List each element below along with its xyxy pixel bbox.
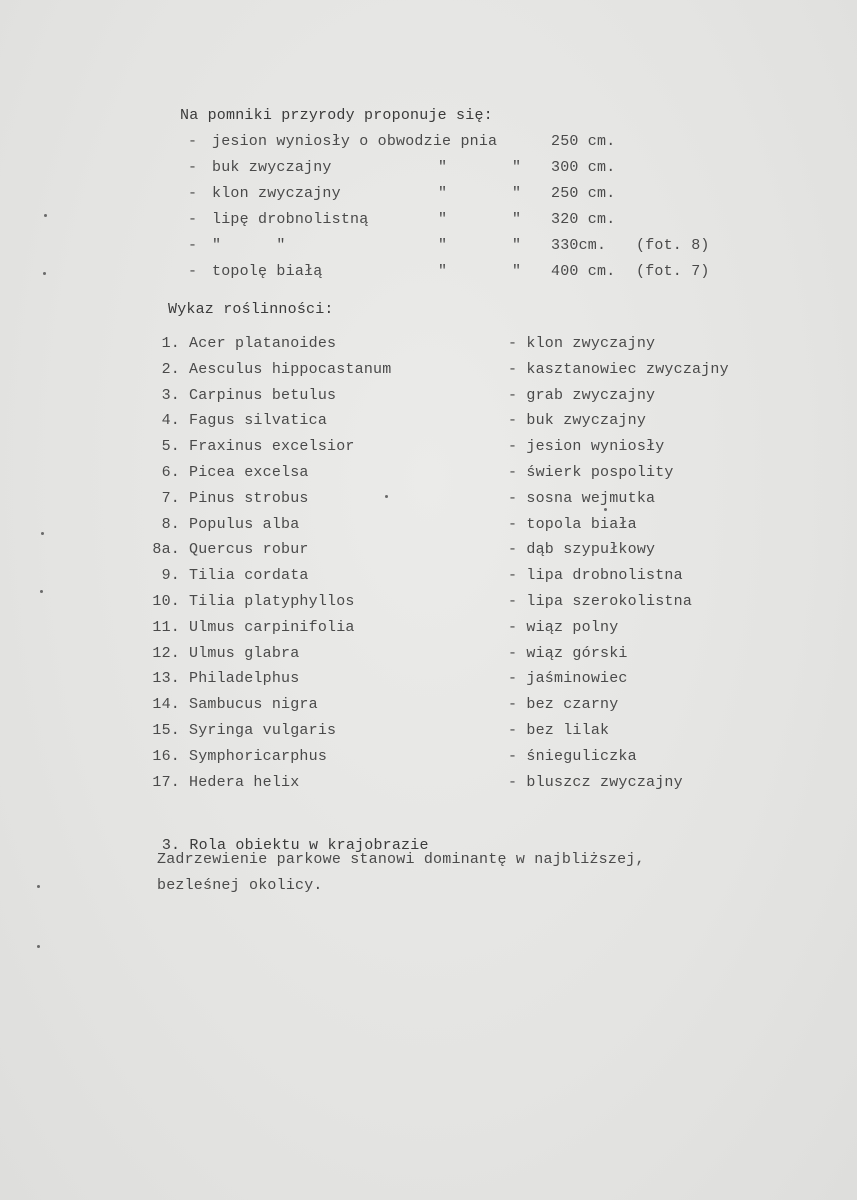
scan-speck xyxy=(37,945,40,948)
specimen-name: buk zwyczajny xyxy=(212,159,332,176)
specimen-dash: - xyxy=(188,185,198,202)
plant-latin-name: Philadelphus xyxy=(189,670,300,687)
plant-latin-name: Symphoricarphus xyxy=(189,748,328,765)
plant-number: 14. xyxy=(152,696,180,713)
plant-latin-name: Populus alba xyxy=(189,516,300,533)
specimen-girth: 400 cm. xyxy=(551,263,616,280)
plant-polish-name: - bluszcz zwyczajny xyxy=(508,774,683,791)
plant-latin-name: Syringa vulgaris xyxy=(189,722,337,739)
specimen-row xyxy=(0,262,857,282)
scan-speck xyxy=(385,495,388,498)
plant-row xyxy=(0,360,857,380)
specimen-dash: - xyxy=(188,159,198,176)
specimen-row xyxy=(0,236,857,256)
specimen-ditto-1: " xyxy=(438,159,448,176)
plant-row xyxy=(0,515,857,535)
plant-row xyxy=(0,489,857,509)
specimen-row xyxy=(0,210,857,230)
specimen-girth: 300 cm. xyxy=(551,159,616,176)
specimen-row xyxy=(0,132,857,152)
scan-speck xyxy=(41,532,44,535)
scan-speck xyxy=(40,590,43,593)
plant-latin-name: Pinus strobus xyxy=(189,490,309,507)
vegetation-heading: Wykaz roślinności: xyxy=(168,301,334,318)
plant-polish-name: - lipa drobnolistna xyxy=(508,567,683,584)
specimen-ditto-2: " xyxy=(512,211,522,228)
plant-number: 2. xyxy=(161,361,180,378)
specimen-name: klon zwyczajny xyxy=(212,185,341,202)
scan-speck xyxy=(604,508,607,511)
plant-row xyxy=(0,334,857,354)
plant-number: 17. xyxy=(152,774,180,791)
plant-number: 8. xyxy=(161,516,180,533)
plant-number: 13. xyxy=(152,670,180,687)
plant-polish-name: - dąb szypułkowy xyxy=(508,541,656,558)
plant-polish-name: - klon zwyczajny xyxy=(508,335,656,352)
plant-polish-name: - świerk pospolity xyxy=(508,464,674,481)
plant-latin-name: Ulmus carpinifolia xyxy=(189,619,355,636)
plant-row xyxy=(0,411,857,431)
plant-row xyxy=(0,540,857,560)
plant-polish-name: - grab zwyczajny xyxy=(508,387,656,404)
plant-latin-name: Tilia cordata xyxy=(189,567,309,584)
specimen-ditto-1: " xyxy=(438,263,448,280)
plant-latin-name: Picea excelsa xyxy=(189,464,309,481)
plant-latin-name: Aesculus hippocastanum xyxy=(189,361,392,378)
plant-row xyxy=(0,747,857,767)
plant-latin-name: Fagus silvatica xyxy=(189,412,328,429)
scan-speck xyxy=(44,214,47,217)
plant-polish-name: - lipa szerokolistna xyxy=(508,593,693,610)
plant-number: 3. xyxy=(161,387,180,404)
specimen-ditto-2: " xyxy=(512,237,522,254)
plant-number: 5. xyxy=(161,438,180,455)
plant-row xyxy=(0,669,857,689)
plant-latin-name: Quercus robur xyxy=(189,541,309,558)
specimen-ditto-2: " xyxy=(512,159,522,176)
section-3-paragraph-line-2: bezleśnej okolicy. xyxy=(157,877,323,894)
section-3-paragraph-line-1: Zadrzewienie parkowe stanowi dominantę w najbliższej, xyxy=(157,851,645,868)
plant-latin-name: Sambucus nigra xyxy=(189,696,318,713)
specimen-name: lipę drobnolistną xyxy=(212,211,369,228)
specimen-photo-note: (fot. 7) xyxy=(636,263,710,280)
specimen-ditto-1: " xyxy=(438,237,448,254)
specimen-dash: - xyxy=(188,263,198,280)
plant-row xyxy=(0,695,857,715)
specimen-girth: 320 cm. xyxy=(551,211,616,228)
plant-row xyxy=(0,592,857,612)
specimen-ditto-2: " xyxy=(512,185,522,202)
section-3-heading xyxy=(125,816,429,854)
plant-polish-name: - sosna wejmutka xyxy=(508,490,656,507)
plant-polish-name: - kasztanowiec zwyczajny xyxy=(508,361,729,378)
plant-polish-name: - jaśminowiec xyxy=(508,670,628,687)
plant-row xyxy=(0,644,857,664)
specimen-dash: - xyxy=(188,133,198,150)
plant-number: 16. xyxy=(152,748,180,765)
scan-speck xyxy=(37,885,40,888)
plant-number: 15. xyxy=(152,722,180,739)
specimen-dash: - xyxy=(188,237,198,254)
plant-number: 10. xyxy=(152,593,180,610)
specimen-name: topolę białą xyxy=(212,263,323,280)
section-3-number: 3. xyxy=(161,837,181,854)
plant-row xyxy=(0,566,857,586)
plant-row xyxy=(0,773,857,793)
plant-row xyxy=(0,721,857,741)
specimen-row xyxy=(0,158,857,178)
plant-polish-name: - bez czarny xyxy=(508,696,619,713)
plant-number: 8a. xyxy=(152,541,180,558)
specimen-name: " " xyxy=(212,237,286,254)
specimen-ditto-1: " xyxy=(438,185,448,202)
plant-number: 4. xyxy=(161,412,180,429)
plant-latin-name: Ulmus glabra xyxy=(189,645,300,662)
plant-polish-name: - śnieguliczka xyxy=(508,748,637,765)
specimen-ditto-2: " xyxy=(512,263,522,280)
plant-latin-name: Fraxinus excelsior xyxy=(189,438,355,455)
plant-polish-name: - wiąz górski xyxy=(508,645,628,662)
plant-number: 12. xyxy=(152,645,180,662)
specimen-row xyxy=(0,184,857,204)
plant-row xyxy=(0,618,857,638)
intro-line: Na pomniki przyrody proponuje się: xyxy=(180,107,493,124)
section-3-title: Rola obiektu w krajobrazie xyxy=(189,837,429,854)
plant-number: 6. xyxy=(161,464,180,481)
specimen-ditto-1: " xyxy=(438,211,448,228)
specimen-dash: - xyxy=(188,211,198,228)
specimen-girth: 250 cm. xyxy=(551,185,616,202)
plant-latin-name: Hedera helix xyxy=(189,774,300,791)
plant-polish-name: - buk zwyczajny xyxy=(508,412,647,429)
plant-polish-name: - topola biała xyxy=(508,516,637,533)
specimen-girth: 250 cm. xyxy=(551,133,616,150)
scan-speck xyxy=(43,272,46,275)
plant-number: 11. xyxy=(152,619,180,636)
specimen-photo-note: (fot. 8) xyxy=(636,237,710,254)
plant-polish-name: - bez lilak xyxy=(508,722,610,739)
plant-row xyxy=(0,463,857,483)
plant-polish-name: - jesion wyniosły xyxy=(508,438,665,455)
plant-number: 1. xyxy=(161,335,180,352)
plant-number: 7. xyxy=(161,490,180,507)
specimen-name: jesion wyniosły o obwodzie pnia xyxy=(212,133,498,150)
plant-polish-name: - wiąz polny xyxy=(508,619,619,636)
plant-latin-name: Carpinus betulus xyxy=(189,387,337,404)
plant-number: 9. xyxy=(161,567,180,584)
plant-latin-name: Tilia platyphyllos xyxy=(189,593,355,610)
specimen-girth: 330cm. xyxy=(551,237,607,254)
plant-row xyxy=(0,437,857,457)
plant-latin-name: Acer platanoides xyxy=(189,335,337,352)
plant-row xyxy=(0,386,857,406)
